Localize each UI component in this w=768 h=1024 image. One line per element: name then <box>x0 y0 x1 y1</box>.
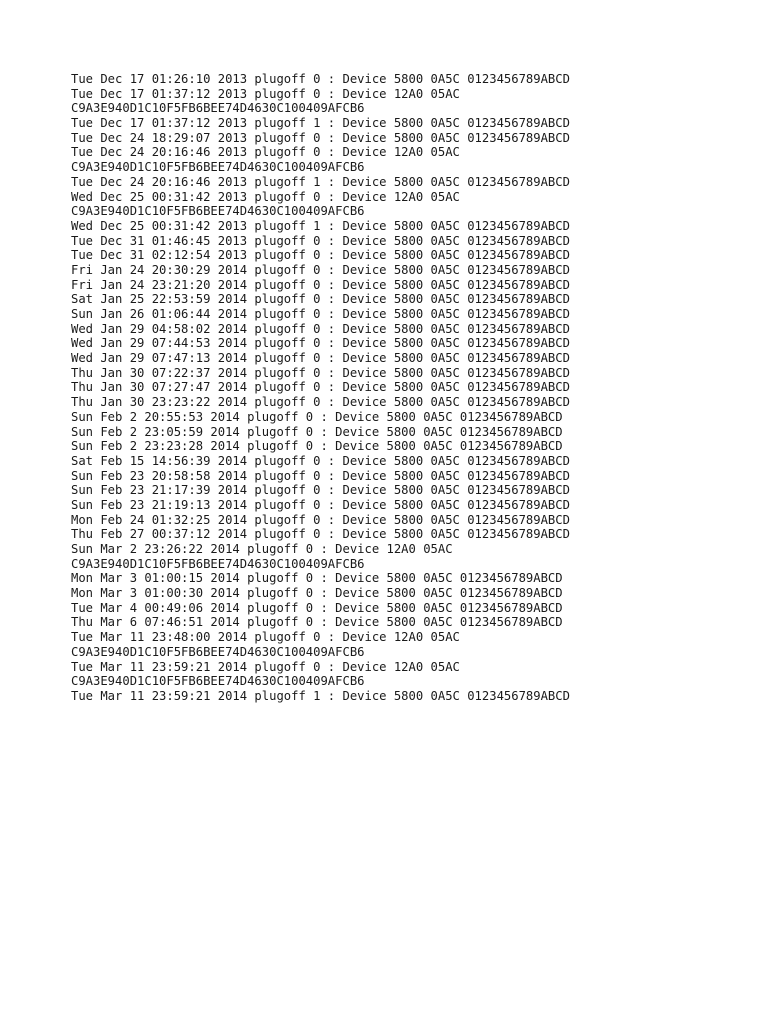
log-line: Tue Mar 11 23:59:21 2014 plugoff 1 : Device 5800 0A5C 0123456789ABCD <box>71 688 570 703</box>
log-line: Tue Dec 24 20:16:46 2013 plugoff 1 : Device 5800 0A5C 0123456789ABCD <box>71 174 570 189</box>
log-line: Tue Dec 17 01:37:12 2013 plugoff 0 : Device 12A0 05AC <box>71 86 460 101</box>
log-line: Tue Dec 24 18:29:07 2013 plugoff 0 : Device 5800 0A5C 0123456789ABCD <box>71 130 570 145</box>
log-line: Thu Jan 30 23:23:22 2014 plugoff 0 : Device 5800 0A5C 0123456789ABCD <box>71 395 570 410</box>
log-line: Sat Feb 15 14:56:39 2014 plugoff 0 : Device 5800 0A5C 0123456789ABCD <box>71 453 570 468</box>
log-line: Thu Jan 30 07:27:47 2014 plugoff 0 : Device 5800 0A5C 0123456789ABCD <box>71 380 570 395</box>
log-line: Wed Jan 29 04:58:02 2014 plugoff 0 : Device 5800 0A5C 0123456789ABCD <box>71 321 570 336</box>
log-line: Sun Feb 2 23:05:59 2014 plugoff 0 : Device 5800 0A5C 0123456789ABCD <box>71 424 563 439</box>
log-line: Wed Jan 29 07:44:53 2014 plugoff 0 : Device 5800 0A5C 0123456789ABCD <box>71 336 570 351</box>
log-line: Tue Dec 31 01:46:45 2013 plugoff 0 : Device 5800 0A5C 0123456789ABCD <box>71 233 570 248</box>
log-line: Thu Feb 27 00:37:12 2014 plugoff 0 : Device 5800 0A5C 0123456789ABCD <box>71 527 570 542</box>
log-line: Sun Feb 23 20:58:58 2014 plugoff 0 : Device 5800 0A5C 0123456789ABCD <box>71 468 570 483</box>
log-line: Mon Mar 3 01:00:30 2014 plugoff 0 : Device 5800 0A5C 0123456789ABCD <box>71 586 563 601</box>
log-line: Tue Mar 11 23:59:21 2014 plugoff 0 : Device 12A0 05AC <box>71 659 460 674</box>
log-line: Mon Feb 24 01:32:25 2014 plugoff 0 : Device 5800 0A5C 0123456789ABCD <box>71 512 570 527</box>
log-line: Fri Jan 24 20:30:29 2014 plugoff 0 : Device 5800 0A5C 0123456789ABCD <box>71 262 570 277</box>
log-line: Sat Jan 25 22:53:59 2014 plugoff 0 : Device 5800 0A5C 0123456789ABCD <box>71 292 570 307</box>
log-line: Wed Dec 25 00:31:42 2013 plugoff 0 : Device 12A0 05AC <box>71 189 460 204</box>
log-line: Tue Dec 17 01:26:10 2013 plugoff 0 : Device 5800 0A5C 0123456789ABCD <box>71 72 570 86</box>
log-line: Tue Dec 31 02:12:54 2013 plugoff 0 : Device 5800 0A5C 0123456789ABCD <box>71 248 570 263</box>
log-line: C9A3E940D1C10F5FB6BEE74D4630C100409AFCB6 <box>71 101 365 116</box>
log-line: C9A3E940D1C10F5FB6BEE74D4630C100409AFCB6 <box>71 644 365 659</box>
log-line: Tue Mar 11 23:48:00 2014 plugoff 0 : Device 12A0 05AC <box>71 630 460 645</box>
log-line: C9A3E940D1C10F5FB6BEE74D4630C100409AFCB6 <box>71 556 365 571</box>
log-line: Sun Feb 23 21:17:39 2014 plugoff 0 : Device 5800 0A5C 0123456789ABCD <box>71 483 570 498</box>
log-line: Thu Mar 6 07:46:51 2014 plugoff 0 : Device 5800 0A5C 0123456789ABCD <box>71 615 563 630</box>
log-line: Mon Mar 3 01:00:15 2014 plugoff 0 : Device 5800 0A5C 0123456789ABCD <box>71 571 563 586</box>
log-line: Sun Jan 26 01:06:44 2014 plugoff 0 : Device 5800 0A5C 0123456789ABCD <box>71 307 570 321</box>
log-line: Sun Feb 2 23:23:28 2014 plugoff 0 : Device 5800 0A5C 0123456789ABCD <box>71 439 563 454</box>
log-line: Fri Jan 24 23:21:20 2014 plugoff 0 : Device 5800 0A5C 0123456789ABCD <box>71 277 570 292</box>
log-line: Tue Mar 4 00:49:06 2014 plugoff 0 : Device 5800 0A5C 0123456789ABCD <box>71 600 563 615</box>
log-line: C9A3E940D1C10F5FB6BEE74D4630C100409AFCB6 <box>71 160 365 175</box>
log-line: Thu Jan 30 07:22:37 2014 plugoff 0 : Device 5800 0A5C 0123456789ABCD <box>71 365 570 380</box>
log-line: Wed Jan 29 07:47:13 2014 plugoff 0 : Device 5800 0A5C 0123456789ABCD <box>71 351 570 366</box>
log-line: Sun Feb 2 20:55:53 2014 plugoff 0 : Device 5800 0A5C 0123456789ABCD <box>71 409 563 424</box>
log-text <box>71 72 570 704</box>
log-line: Tue Dec 17 01:37:12 2013 plugoff 1 : Device 5800 0A5C 0123456789ABCD <box>71 116 570 131</box>
log-line: C9A3E940D1C10F5FB6BEE74D4630C100409AFCB6 <box>71 674 365 689</box>
log-line: Sun Mar 2 23:26:22 2014 plugoff 0 : Device 12A0 05AC <box>71 542 453 556</box>
log-line: Sun Feb 23 21:19:13 2014 plugoff 0 : Device 5800 0A5C 0123456789ABCD <box>71 497 570 512</box>
log-line: Tue Dec 24 20:16:46 2013 plugoff 0 : Device 12A0 05AC <box>71 145 460 160</box>
log-line: C9A3E940D1C10F5FB6BEE74D4630C100409AFCB6 <box>71 204 365 219</box>
log-line: Wed Dec 25 00:31:42 2013 plugoff 1 : Device 5800 0A5C 0123456789ABCD <box>71 218 570 233</box>
